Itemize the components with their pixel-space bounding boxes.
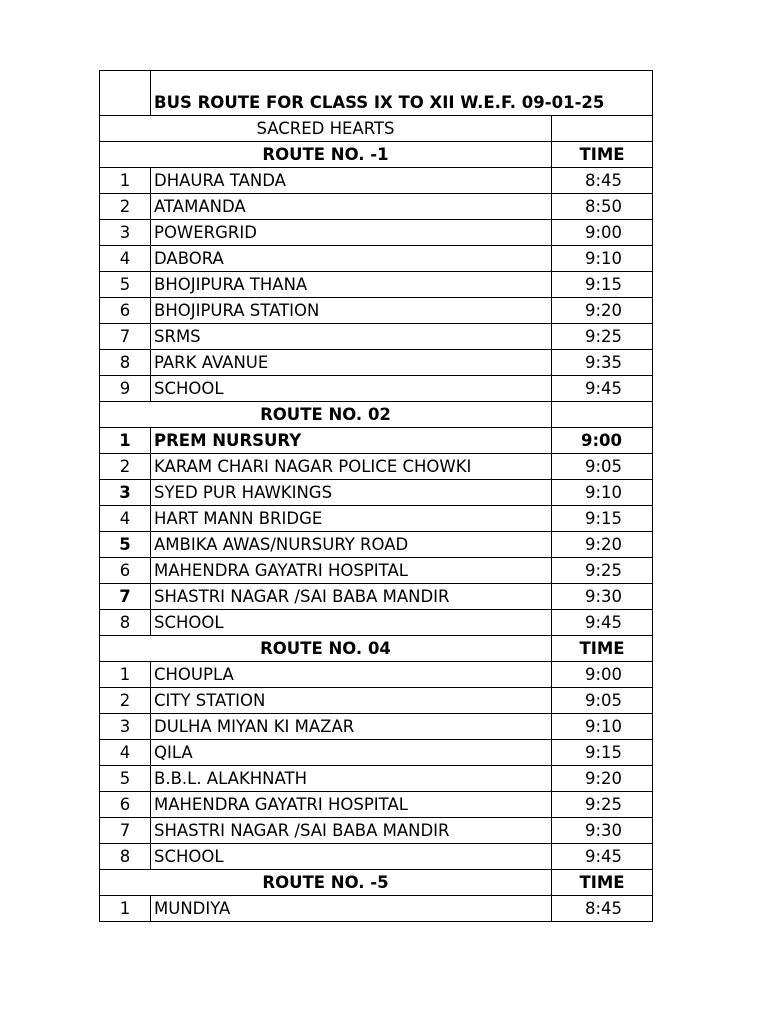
stop-place: SHASTRI NAGAR /SAI BABA MANDIR (151, 818, 552, 844)
title-empty-cell (100, 71, 151, 116)
stop-time: 9:25 (552, 792, 653, 818)
stop-number: 5 (100, 532, 151, 558)
table-row (100, 376, 653, 402)
stop-number: 2 (100, 454, 151, 480)
table-row (100, 350, 653, 376)
stop-place: DHAURA TANDA (151, 168, 552, 194)
table-row (100, 220, 653, 246)
stop-place: DULHA MIYAN KI MAZAR (151, 714, 552, 740)
stop-number: 4 (100, 740, 151, 766)
stop-place: BHOJIPURA STATION (151, 298, 552, 324)
stop-place: B.B.L. ALAKHNATH (151, 766, 552, 792)
stop-time: 9:20 (552, 532, 653, 558)
stop-number: 3 (100, 480, 151, 506)
stop-time: 9:10 (552, 246, 653, 272)
stop-number: 1 (100, 168, 151, 194)
table-row (100, 324, 653, 350)
stop-place: POWERGRID (151, 220, 552, 246)
stop-time: 9:05 (552, 688, 653, 714)
stop-number: 5 (100, 766, 151, 792)
table-row (100, 454, 653, 480)
stop-place: MUNDIYA (151, 896, 552, 922)
stop-number: 4 (100, 246, 151, 272)
stop-time: 9:05 (552, 454, 653, 480)
time-header: TIME (552, 636, 653, 662)
stop-time: 9:15 (552, 740, 653, 766)
route-header-row (100, 636, 653, 662)
table-row (100, 610, 653, 636)
table-row (100, 896, 653, 922)
route-header-row (100, 870, 653, 896)
route-name: ROUTE NO. 02 (100, 402, 552, 428)
stop-time: 9:45 (552, 376, 653, 402)
table-row (100, 766, 653, 792)
stop-number: 1 (100, 662, 151, 688)
stop-time: 9:00 (552, 220, 653, 246)
stop-time: 9:00 (552, 428, 653, 454)
stop-place: SHASTRI NAGAR /SAI BABA MANDIR (151, 584, 552, 610)
stop-place: SRMS (151, 324, 552, 350)
title-row (100, 71, 653, 116)
time-header (552, 402, 653, 428)
stop-place: DABORA (151, 246, 552, 272)
table-row (100, 844, 653, 870)
school-row (100, 116, 653, 142)
stop-place: CHOUPLA (151, 662, 552, 688)
stop-time: 9:20 (552, 298, 653, 324)
time-header: TIME (552, 142, 653, 168)
table-row (100, 688, 653, 714)
table-row (100, 246, 653, 272)
table-row (100, 272, 653, 298)
table-row (100, 558, 653, 584)
time-header: TIME (552, 870, 653, 896)
table-row (100, 506, 653, 532)
table-row (100, 428, 653, 454)
page-title: BUS ROUTE FOR CLASS IX TO XII W.E.F. 09-01-25 (151, 71, 653, 116)
bus-route-table (99, 70, 653, 922)
stop-time: 9:10 (552, 714, 653, 740)
stop-time: 8:45 (552, 168, 653, 194)
stop-time: 9:20 (552, 766, 653, 792)
stop-place: QILA (151, 740, 552, 766)
stop-number: 1 (100, 428, 151, 454)
stop-time: 9:45 (552, 610, 653, 636)
stop-number: 1 (100, 896, 151, 922)
stop-place: CITY STATION (151, 688, 552, 714)
stop-number: 9 (100, 376, 151, 402)
table-row (100, 480, 653, 506)
stop-number: 8 (100, 350, 151, 376)
route-header-row (100, 402, 653, 428)
table-row (100, 818, 653, 844)
school-name: SACRED HEARTS (100, 116, 552, 142)
stop-place: SYED PUR HAWKINGS (151, 480, 552, 506)
table-row (100, 532, 653, 558)
stop-time: 9:35 (552, 350, 653, 376)
table-body (100, 71, 653, 922)
stop-number: 7 (100, 324, 151, 350)
stop-place: SCHOOL (151, 844, 552, 870)
table-row (100, 194, 653, 220)
table-row (100, 714, 653, 740)
route-header-row (100, 142, 653, 168)
stop-number: 2 (100, 688, 151, 714)
stop-time: 9:15 (552, 272, 653, 298)
stop-place: SCHOOL (151, 610, 552, 636)
stop-number: 6 (100, 558, 151, 584)
stop-time: 9:15 (552, 506, 653, 532)
stop-time: 9:30 (552, 818, 653, 844)
stop-time: 9:30 (552, 584, 653, 610)
stop-time: 8:50 (552, 194, 653, 220)
stop-time: 9:45 (552, 844, 653, 870)
table-row (100, 168, 653, 194)
stop-time: 9:25 (552, 324, 653, 350)
stop-place: KARAM CHARI NAGAR POLICE CHOWKI (151, 454, 552, 480)
table-row (100, 662, 653, 688)
stop-number: 8 (100, 844, 151, 870)
table-row (100, 740, 653, 766)
stop-number: 3 (100, 714, 151, 740)
stop-place: HART MANN BRIDGE (151, 506, 552, 532)
stop-number: 3 (100, 220, 151, 246)
stop-time: 9:10 (552, 480, 653, 506)
stop-place: SCHOOL (151, 376, 552, 402)
stop-place: PARK AVANUE (151, 350, 552, 376)
stop-place: AMBIKA AWAS/NURSURY ROAD (151, 532, 552, 558)
table-row (100, 298, 653, 324)
stop-number: 7 (100, 584, 151, 610)
table-row (100, 792, 653, 818)
stop-number: 4 (100, 506, 151, 532)
school-empty-cell (552, 116, 653, 142)
route-name: ROUTE NO. 04 (100, 636, 552, 662)
stop-place: PREM NURSURY (151, 428, 552, 454)
stop-time: 9:00 (552, 662, 653, 688)
table-row (100, 584, 653, 610)
stop-place: ATAMANDA (151, 194, 552, 220)
route-name: ROUTE NO. -1 (100, 142, 552, 168)
stop-number: 6 (100, 298, 151, 324)
stop-number: 6 (100, 792, 151, 818)
stop-number: 7 (100, 818, 151, 844)
stop-time: 9:25 (552, 558, 653, 584)
stop-number: 8 (100, 610, 151, 636)
stop-place: MAHENDRA GAYATRI HOSPITAL (151, 792, 552, 818)
stop-place: MAHENDRA GAYATRI HOSPITAL (151, 558, 552, 584)
route-name: ROUTE NO. -5 (100, 870, 552, 896)
stop-time: 8:45 (552, 896, 653, 922)
stop-place: BHOJIPURA THANA (151, 272, 552, 298)
stop-number: 2 (100, 194, 151, 220)
stop-number: 5 (100, 272, 151, 298)
